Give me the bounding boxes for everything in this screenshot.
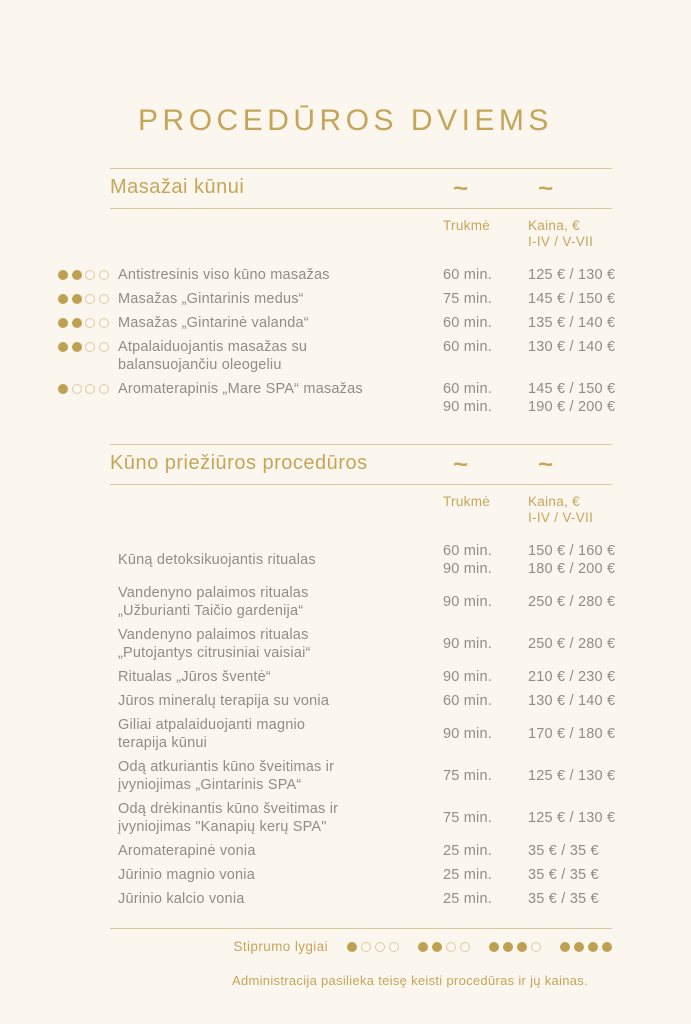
text-line: 90 min. [443,669,492,685]
item-price [528,767,616,785]
text-line: 90 min. [443,399,492,415]
level-dot-filled [72,270,82,280]
tilde-ornament: ~ [538,174,554,201]
level-dot-filled [347,942,357,952]
item-duration [443,542,528,578]
column-header-price-line2: I-IV / V-VII [528,510,594,525]
menu-section [58,168,616,419]
level-dot-empty [99,342,109,352]
item-price [528,380,616,416]
text-line: Giliai atpalaiduojanti magnio [118,717,306,733]
intensity-level-dots [58,699,110,703]
item-duration [443,866,528,884]
intensity-level-dots [58,600,110,604]
item-price [528,542,616,578]
level-dot-filled [72,294,82,304]
text-line: 250 € / 280 € [528,594,616,610]
text-line: 125 € / 130 € [528,810,616,826]
legend-groups [347,942,612,952]
section-header-band [110,444,612,485]
level-dot-filled [58,318,68,328]
item-price [528,725,616,743]
level-dot-filled [560,942,570,952]
column-headers [58,218,612,250]
text-line: 75 min. [443,810,492,826]
menu-item-row [58,263,616,287]
column-header-price-line1: Kaina, € [528,494,580,509]
item-price [528,266,616,284]
level-dot-empty [389,942,399,952]
text-line: 130 € / 140 € [528,339,616,355]
text-line: 135 € / 140 € [528,315,616,331]
legend-label: Stiprumo lygiai [233,939,328,954]
column-headers [58,494,612,526]
text-line: 25 min. [443,867,492,883]
level-dot-filled [58,294,68,304]
item-name [110,866,443,884]
text-line: 25 min. [443,843,492,859]
sections [58,168,616,911]
intensity-level-dots [58,642,110,646]
level-dot-filled [602,942,612,952]
text-line: 90 min. [443,561,492,577]
item-duration [443,809,528,827]
level-dot-empty [361,942,371,952]
text-line: 75 min. [443,291,492,307]
text-line: įvyniojimas „Gintarinis SPA“ [118,777,302,793]
item-name [110,758,443,794]
item-price [528,635,616,653]
intensity-level-dots [58,266,110,280]
level-dot-filled [72,342,82,352]
item-name [110,314,443,332]
level-dot-empty [531,942,541,952]
intensity-level-dots [58,314,110,328]
text-line: 210 € / 230 € [528,669,616,685]
level-dot-empty [85,342,95,352]
level-dot-empty [375,942,385,952]
level-dot-filled [72,318,82,328]
item-name [110,584,443,620]
level-dot-filled [489,942,499,952]
item-name [110,800,443,836]
section-header-band [110,168,612,209]
text-line: Atpalaiduojantis masažas su [118,339,308,355]
item-duration [443,842,528,860]
text-line: 90 min. [443,726,492,742]
item-duration [443,890,528,908]
text-line: 190 € / 200 € [528,399,616,415]
text-line: Aromaterapinis „Mare SPA“ masažas [118,381,363,397]
text-line: 145 € / 150 € [528,291,616,307]
menu-item-row [58,713,616,755]
item-name [110,290,443,308]
item-name [110,890,443,908]
item-duration [443,290,528,308]
text-line: Vandenyno palaimos ritualas [118,585,309,601]
text-line: 35 € / 35 € [528,891,599,907]
column-spacer [110,218,443,250]
text-line: Odą drėkinantis kūno šveitimas ir [118,801,339,817]
item-name [110,842,443,860]
level-dot-filled [58,342,68,352]
intensity-level-dots [58,380,110,394]
intensity-level-dots [58,732,110,736]
item-name [110,692,443,710]
intensity-level-dots [58,774,110,778]
text-line: Masažas „Gintarinė valanda“ [118,315,309,331]
column-header-duration: Trukmė [443,218,491,233]
text-line: 170 € / 180 € [528,726,616,742]
level-dot-filled [574,942,584,952]
item-duration [443,767,528,785]
text-line: 150 € / 160 € [528,543,616,559]
intensity-legend [58,929,612,954]
menu-item-row [58,623,616,665]
level-dot-empty [85,318,95,328]
intensity-level-dots [58,338,110,352]
footer-note: Administracija pasilieka teisę keisti procedūras ir jų kainas. [231,973,589,988]
item-name [110,716,443,752]
menu-item-row [58,689,616,713]
level-dot-empty [446,942,456,952]
column-header-price-line2: I-IV / V-VII [528,234,594,249]
text-line: 250 € / 280 € [528,636,616,652]
menu-item-row [58,581,616,623]
column-spacer [58,494,110,526]
menu-item-row [58,665,616,689]
level-dot-empty [99,294,109,304]
item-duration [443,314,528,332]
text-line: 25 min. [443,891,492,907]
section-rows [58,539,616,911]
level-dot-filled [503,942,513,952]
level-dot-empty [99,318,109,328]
item-price [528,290,616,308]
level-dot-filled [418,942,428,952]
menu-item-row [58,839,612,863]
item-price [528,890,612,908]
item-price [528,866,612,884]
column-spacer [110,494,443,526]
text-line: 35 € / 35 € [528,843,599,859]
item-duration [443,593,528,611]
intensity-level-dots [58,675,110,679]
text-line: balansuojančiu oleogeliu [118,357,282,373]
column-header-price [528,218,612,250]
item-duration [443,725,528,743]
text-line: 130 € / 140 € [528,693,616,709]
level-dot-empty [72,384,82,394]
intensity-level-dots [58,849,110,853]
menu-content [58,168,616,988]
item-name [110,626,443,662]
level-dot-empty [99,384,109,394]
menu-item-row [58,863,612,887]
intensity-level-dots [58,816,110,820]
tilde-ornament: ~ [453,450,469,477]
level-dot-empty [85,270,95,280]
text-line: 60 min. [443,381,492,397]
text-line: Masažas „Gintarinis medus“ [118,291,304,307]
menu-item-row [58,887,612,911]
section-title: Kūno priežiūros procedūros [110,452,368,474]
text-line: 60 min. [443,543,492,559]
item-price [528,692,616,710]
text-line: Kūną detoksikuojantis ritualas [118,552,316,568]
item-name [110,551,443,569]
menu-item-row [58,755,616,797]
text-line: Antistresinis viso kūno masažas [118,267,330,283]
text-line: „Užburianti Taičio gardenija“ [118,603,304,619]
level-dot-empty [460,942,470,952]
text-line: Jūros mineralų terapija su vonia [118,693,330,709]
text-line: Odą atkuriantis kūno šveitimas ir [118,759,335,775]
page-title: PROCEDŪROS DVIEMS [138,104,553,137]
menu-section [58,444,616,911]
item-duration [443,338,528,356]
level-dot-filled [58,384,68,394]
item-price [528,668,616,686]
level-dot-filled [588,942,598,952]
menu-item-row [58,797,616,839]
legend-level-group [418,942,470,952]
column-header-price-line1: Kaina, € [528,218,580,233]
text-line: Jūrinio kalcio vonia [118,891,245,907]
text-line: terapija kūnui [118,735,208,751]
item-price [528,809,616,827]
level-dot-filled [432,942,442,952]
item-name [110,266,443,284]
menu-item-row [58,287,616,311]
level-dot-empty [85,294,95,304]
column-header-duration: Trukmė [443,494,491,509]
legend-level-group [489,942,541,952]
text-line: 125 € / 130 € [528,768,616,784]
level-dot-empty [85,384,95,394]
text-line: 145 € / 150 € [528,381,616,397]
menu-item-row [58,335,616,377]
item-price [528,338,616,356]
menu-item-row [58,311,616,335]
intensity-level-dots [58,897,110,901]
text-line: 125 € / 130 € [528,267,616,283]
legend-level-group [560,942,612,952]
text-line: 60 min. [443,315,492,331]
text-line: „Putojantys citrusiniai vaisiai“ [118,645,311,661]
tilde-ornament: ~ [453,174,469,201]
menu-item-row [58,539,616,581]
text-line: 60 min. [443,339,492,355]
item-duration [443,380,528,416]
level-dot-empty [99,270,109,280]
level-dot-filled [517,942,527,952]
legend-level-group [347,942,399,952]
text-line: Aromaterapinė vonia [118,843,256,859]
text-line: Vandenyno palaimos ritualas [118,627,309,643]
item-price [528,593,616,611]
text-line: 75 min. [443,768,492,784]
item-duration [443,692,528,710]
section-rows [58,263,616,419]
text-line: 90 min. [443,594,492,610]
section-title: Masažai kūnui [110,176,245,198]
text-line: 60 min. [443,693,492,709]
text-line: 60 min. [443,267,492,283]
item-name [110,668,443,686]
menu-item-row [58,377,616,419]
text-line: Ritualas „Jūros šventė“ [118,669,271,685]
item-duration [443,668,528,686]
intensity-level-dots [58,873,110,877]
text-line: 180 € / 200 € [528,561,616,577]
intensity-level-dots [58,558,110,562]
item-name [110,338,443,374]
intensity-level-dots [58,290,110,304]
text-line: 90 min. [443,636,492,652]
text-line: įvyniojimas "Kanapių kerų SPA" [118,819,327,835]
text-line: 35 € / 35 € [528,867,599,883]
column-spacer [58,218,110,250]
item-duration [443,266,528,284]
item-name [110,380,443,398]
item-price [528,842,612,860]
column-header-price [528,494,612,526]
level-dot-filled [58,270,68,280]
item-duration [443,635,528,653]
tilde-ornament: ~ [538,450,554,477]
item-price [528,314,616,332]
text-line: Jūrinio magnio vonia [118,867,255,883]
